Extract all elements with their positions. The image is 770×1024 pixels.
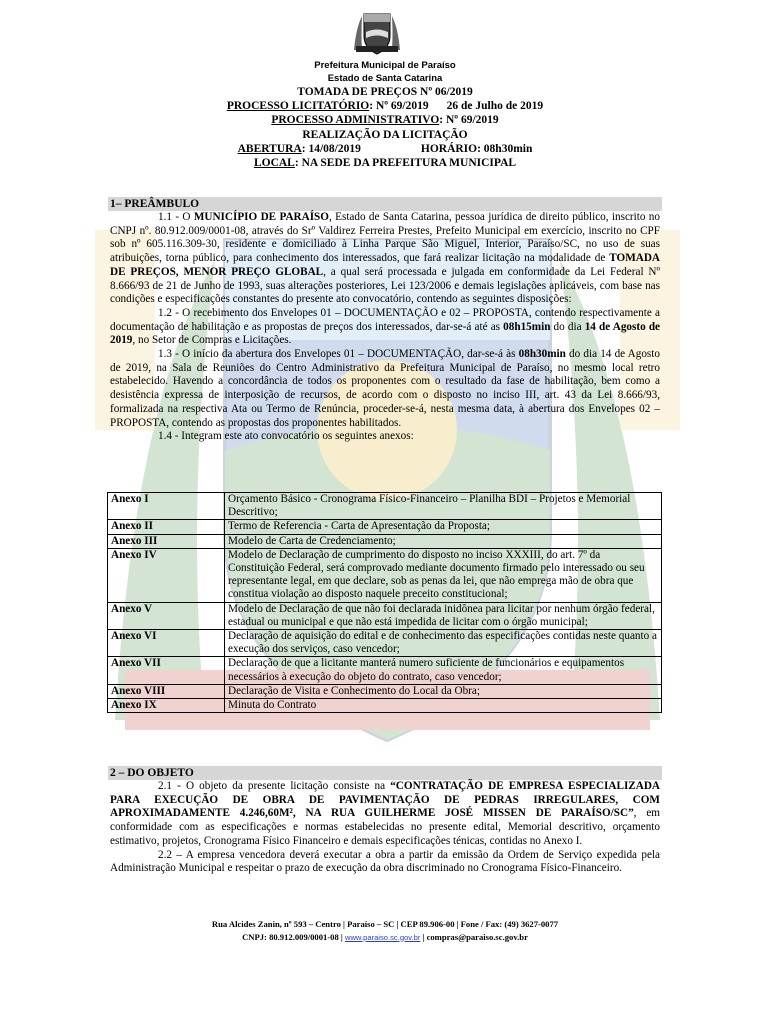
anexo-description: Termo de Referencia - Carta de Apresentação da Proposta; xyxy=(225,520,662,534)
paragraph-1-1: 1.1 - O MUNICÍPIO DE PARAÍSO, Estado de Santa Catarina, pessoa jurídica de direito público, inscrito no CNPJ nº. 80.912.009/0001-08, através do Srº Valdirez Ferreira Prestes, Prefeito Municipal em exercício, inscrito no CPF sob nº 605.116.309-30, residente e domiciliado à Linha Parque São Miguel, Interior, Paraíso/SC, no uso de suas atribuições, torna público, para conhecimento dos interessados, que fará realizar licitação na modalidade de TOMADA DE PREÇOS, MENOR PREÇO GLOBAL, a qual será processada e julgada em conformidade da Lei Federal Nº 8.666/93 de 21 de Junho de 1993, suas alterações posteriores, Lei 123/2006 e demais legislações aplicáveis, com base nas condições e especificações constantes do presente ato convocatório, contendo as seguintes disposições: xyxy=(110,211,660,306)
table-row xyxy=(108,699,662,713)
table-row xyxy=(108,684,662,698)
anexo-key: Anexo VI xyxy=(108,630,225,657)
preambulo-body xyxy=(110,211,660,444)
table-row xyxy=(108,534,662,548)
state-name: Estado de Santa Catarina xyxy=(327,73,443,84)
paragraph-2-1: 2.1 - O objeto da presente licitação consiste na “CONTRATAÇÃO DE EMPRESA ESPECIALIZADA PARA EXECUÇÃO DE OBRA DE PAVIMENTAÇÃO DE PEDRAS IRREGULARES, COM APROXIMADAMENTE 4.246,60M², NA RUA GUILHERME JOSÉ MISSEN DE PARAÍSO/SC”, em conformidade com as especificações e normas estabelecidas no presente edital, Memorial descritivo, orçamento estimativo, projetos, Cronograma Físico Financeiro e demais especificações ténicas, contidas no Anexo I. xyxy=(110,780,660,847)
anexo-key: Anexo VII xyxy=(108,657,225,684)
anexo-key: Anexo II xyxy=(108,520,225,534)
table-row xyxy=(108,493,662,520)
table-row xyxy=(108,630,662,657)
anexo-description: Modelo de Carta de Credenciamento; xyxy=(225,534,662,548)
website-link[interactable]: www.paraiso.sc.gov.br xyxy=(344,932,421,942)
anexo-key: Anexo IX xyxy=(108,699,225,713)
processo-administrativo: PROCESSO ADMINISTRATIVO: Nº 69/2019 xyxy=(271,114,499,127)
section-heading-preambulo: 1– PREÂMBULO xyxy=(108,197,662,211)
table-row xyxy=(108,548,662,602)
objeto-body xyxy=(110,780,660,876)
abertura: ABERTURA: 14/08/2019 HORÁRIO: 08h30min xyxy=(237,142,533,155)
anexo-description: Declaração de aquisição do edital e de conhecimento das especificações contidas neste quanto a execução dos serviços, caso vencedor; xyxy=(225,630,662,657)
section-heading-objeto: 2 – DO OBJETO xyxy=(108,766,662,780)
paragraph-2-2: 2.2 – A empresa vencedora deverá executar a obra a partir da emissão da Ordem de Serviço expedida pela Administração Municipal e respeitar o prazo de execução da obra discriminado no Cronograma Físico-Financeiro. xyxy=(110,848,660,875)
anexos-table xyxy=(107,492,662,713)
table-row xyxy=(108,602,662,629)
paragraph-1-4: 1.4 - Integram este ato convocatório os seguintes anexos: xyxy=(158,430,414,443)
anexo-key: Anexo V xyxy=(108,602,225,629)
org-name: Prefeitura Municipal de Paraíso xyxy=(314,60,456,71)
realizacao: REALIZAÇÃO DA LICITAÇÃO xyxy=(302,128,468,141)
paragraph-1-3: 1.3 - O início da abertura dos Envelopes 01 – DOCUMENTAÇÃO, dar-se-á às 08h30min do dia 14 de Agosto de 2019, na Sala de Reuniões do Centro Administrativo da Prefeitura Municipal de Paraíso, no mesmo local retro estabelecido. Havendo a concordância de todos os proponentes com o resultado da fase de habilitação, bem como a desistência expressa de interposição de recursos, de acordo com o disposto no inciso III, art. 43 da Lei 8.666/93, formalizada na respectiva Ata ou Termo de Renúncia, proceder-se-á, nesta mesma data, à abertura dos Envelopes 02 – PROPOSTA, contendo as propostas dos proponentes habilitados. xyxy=(110,348,660,429)
anexo-description: Minuta do Contrato xyxy=(225,699,662,713)
table-row xyxy=(108,657,662,684)
footer-address: Rua Alcides Zanin, nº 593 – Centro | Paraíso – SC | CEP 89.906-00 | Fone / Fax: (49) 3627-0077 xyxy=(211,919,559,929)
processo-licitatorio: PROCESSO LICITATÓRIO: Nº 69/2019 26 de Julho de 2019 xyxy=(226,100,544,113)
anexo-key: Anexo I xyxy=(108,493,225,520)
document-footer xyxy=(0,918,770,944)
anexo-description: Modelo de Declaração de que não foi declarada inidônea para licitar por nenhum órgão federal, estadual ou municipal e que não está impedida de licitar com o órgão municipal; xyxy=(225,602,662,629)
municipal-crest-icon xyxy=(352,10,402,56)
anexo-description: Declaração de Visita e Conhecimento do Local da Obra; xyxy=(225,684,662,698)
local: LOCAL: NA SEDE DA PREFEITURA MUNICIPAL xyxy=(253,157,517,170)
anexo-key: Anexo III xyxy=(108,534,225,548)
footer-contacts: CNPJ: 80.912.009/0001-08 | www.paraiso.sc.gov.br | compras@paraiso.sc.gov.br xyxy=(242,931,528,942)
anexo-description: Modelo de Declaração de cumprimento do disposto no inciso XXXIII, do art. 7º da Constituição Federal, será comprovado mediante documento firmado pelo interessado ou seu representante legal, em que declare, sob as penas da lei, que não emprega mão de obra que constitua violação ao disposto naquele preceito constitucional; xyxy=(225,548,662,602)
anexo-description: Declaração de que a licitante manterá numero suficiente de funcionários e equipamentos necessários à execução do objeto do contrato, caso vencedor; xyxy=(225,657,662,684)
paragraph-1-2: 1.2 - O recebimento dos Envelopes 01 – DOCUMENTAÇÃO e 02 – PROPOSTA, contendo respectivamente a documentação de habilitação e as propostas de preços dos interessados, dar-se-á até as 08h15min do dia 14 de Agosto de 2019, no Setor de Compras e Licitações. xyxy=(110,306,661,347)
anexo-description: Orçamento Básico - Cronograma Físico-Financeiro – Planilha BDI – Projetos e Memorial Descritivo; xyxy=(225,493,662,520)
anexo-key: Anexo VIII xyxy=(108,684,225,698)
table-row xyxy=(108,520,662,534)
document-header xyxy=(0,59,770,170)
document-title: TOMADA DE PREÇOS Nº 06/2019 xyxy=(297,86,473,98)
anexo-key: Anexo IV xyxy=(108,548,225,602)
